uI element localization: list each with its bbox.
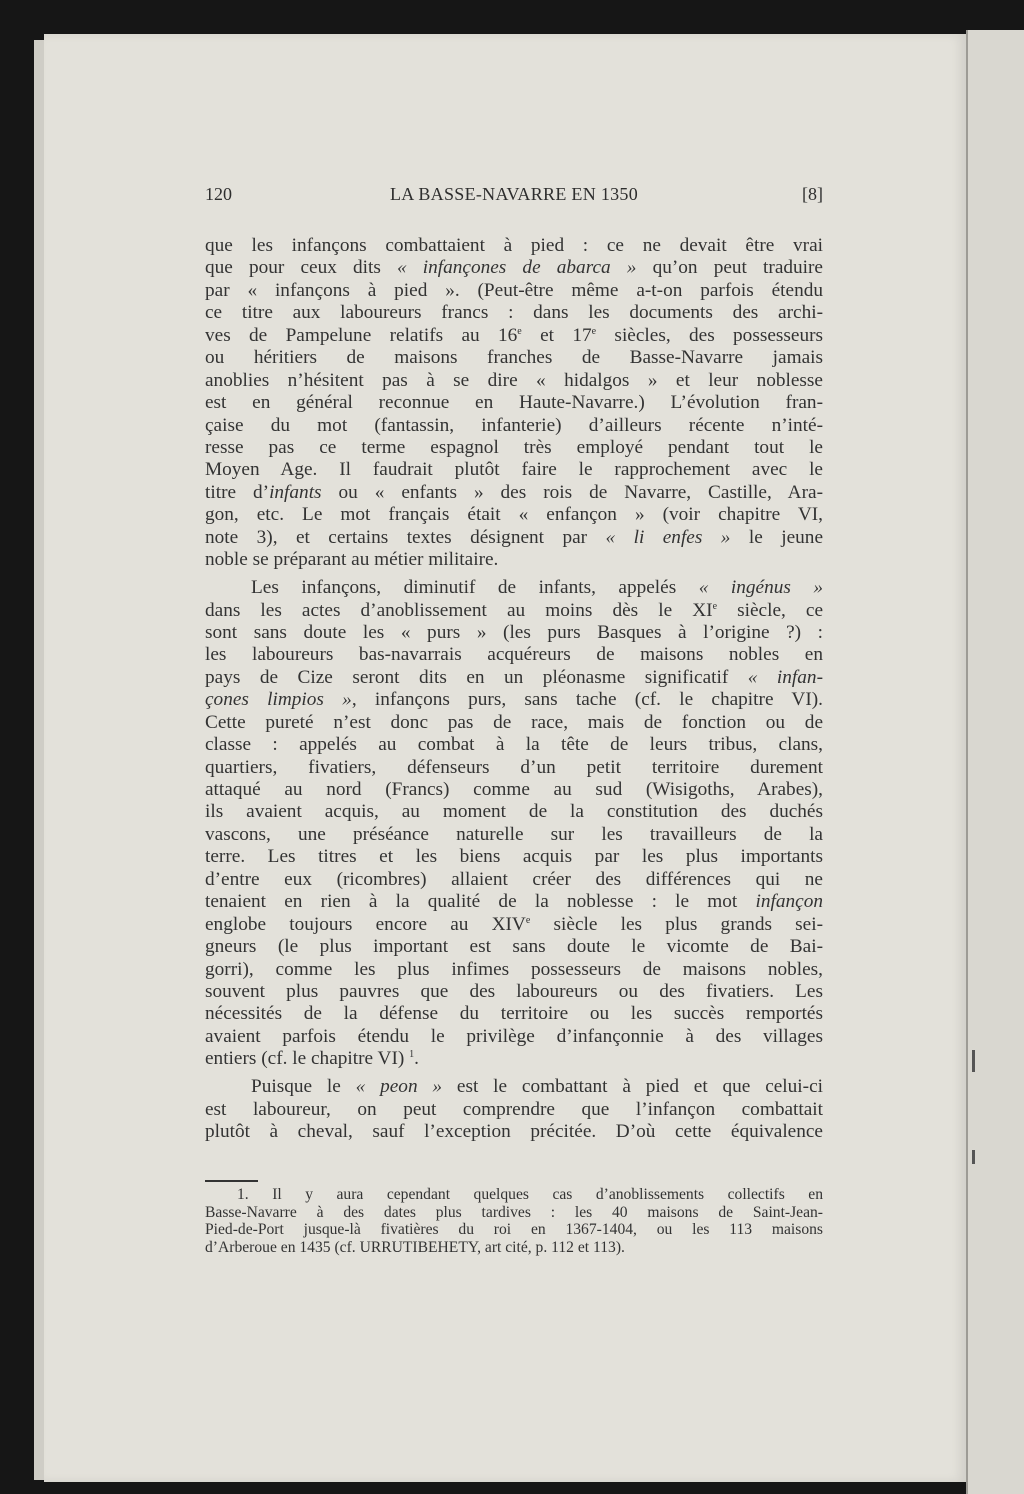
text-run: siècles, des possesseurs xyxy=(596,324,824,346)
running-header xyxy=(205,184,823,208)
italic-text: « infan- xyxy=(747,666,823,688)
facing-page-mark xyxy=(972,1050,975,1072)
text-line xyxy=(205,235,823,257)
italic-text: infants xyxy=(269,481,322,503)
text-run: pays de Cize seront dits en un pléonasme significatif xyxy=(205,666,748,688)
text-line xyxy=(205,459,823,481)
italic-text: infançon xyxy=(755,891,823,913)
text-run: Basse-Navarre à des dates plus tardives : les 40 maisons de Saint-Jean- xyxy=(205,1203,823,1221)
footnote-rule xyxy=(205,1180,258,1182)
text-line xyxy=(205,482,823,504)
text-line xyxy=(205,549,823,571)
text-run: attaqué au nord (Francs) comme au sud (Wisigoths, Arabes), xyxy=(205,779,823,800)
text-run: Pied-de-Port jusque-là fivatières du roi en 1367-1404, ou les 113 maisons xyxy=(205,1221,823,1238)
text-run: est laboureur, on peut comprendre que l’infançon combattait xyxy=(205,1098,823,1120)
text-run: çaise du mot (fantassin, infanterie) d’ailleurs récente n’inté- xyxy=(205,414,823,436)
text-line xyxy=(205,936,823,958)
text-run: dans les actes d’anoblissement au moins dès le XI xyxy=(205,599,713,621)
italic-text: « peon » xyxy=(355,1076,443,1098)
text-run: Cette pureté n’est donc pas de race, mais de fonction ou de xyxy=(205,711,823,733)
text-run: . xyxy=(414,1048,419,1070)
text-line xyxy=(205,415,823,437)
text-line xyxy=(205,1221,823,1239)
paragraph xyxy=(205,577,823,1071)
text-line xyxy=(205,1239,823,1257)
text-line xyxy=(205,824,823,846)
text-run: , infançons purs, sans tache (cf. le chapitre VI). xyxy=(351,689,823,711)
text-line xyxy=(205,846,823,868)
text-line xyxy=(205,981,823,1003)
superscript: e xyxy=(525,914,531,926)
text-line xyxy=(205,757,823,779)
text-line xyxy=(205,504,823,526)
text-run: englobe toujours encore au XIV xyxy=(205,913,526,935)
italic-text: « li enfes » xyxy=(605,526,731,548)
text-run: Puisque le xyxy=(251,1076,356,1098)
text-line xyxy=(205,1121,823,1143)
text-run: qu’on peut traduire xyxy=(636,257,823,279)
text-run: ou « enfants » des rois de Navarre, Castille, Ara- xyxy=(321,481,823,503)
text-run: le jeune xyxy=(730,526,823,548)
text-run: avaient parfois étendu le privilège d’infançonnie à des villages xyxy=(205,1025,823,1047)
text-run: gon, etc. Le mot français était « enfançon » (voir chapitre VI, xyxy=(205,504,823,526)
text-line xyxy=(205,302,823,324)
italic-text: « ingénus » xyxy=(698,577,824,599)
text-run: 1. Il y aura cependant quelques cas d’anoblissements collectifs en xyxy=(237,1186,823,1203)
text-run: plutôt à cheval, sauf l’exception précitée. D’où cette équivalence xyxy=(205,1121,823,1143)
text-line xyxy=(205,1099,823,1121)
paragraph xyxy=(205,235,823,572)
text-run: Moyen Age. Il faudrait plutôt faire le rapprochement avec le xyxy=(205,459,823,481)
text-line xyxy=(205,1076,823,1098)
text-run: terre. Les titres et les biens acquis par les plus importants xyxy=(205,846,823,868)
text-line xyxy=(205,437,823,459)
facing-page-mark xyxy=(972,1150,975,1164)
body-text xyxy=(205,235,823,1149)
text-line xyxy=(205,347,823,369)
text-run: ou héritiers de maisons franches de Basse-Navarre jamais xyxy=(205,347,823,369)
text-line xyxy=(205,280,823,302)
text-run: note 3), et certains textes désignent par xyxy=(205,526,606,548)
text-line xyxy=(205,1048,823,1070)
text-line xyxy=(205,689,823,711)
text-run: d’Arberoue en 1435 (cf. URRUTIBEHETY, art cité, p. 112 et 113). xyxy=(205,1238,625,1256)
paragraph xyxy=(205,1076,823,1143)
text-run: les laboureurs bas-navarrais acquéreurs de maisons nobles en xyxy=(205,644,823,666)
text-line xyxy=(205,801,823,823)
text-run: Les infançons, diminutif de infants, appelés xyxy=(251,577,699,599)
text-run: classe : appelés au combat à la tête de leurs tribus, clans, xyxy=(205,734,823,756)
superscript: 1 xyxy=(409,1049,415,1061)
text-run: ce titre aux laboureurs francs : dans les documents des archi- xyxy=(205,302,823,324)
text-run: d’entre eux (ricombres) allaient créer des différences qui ne xyxy=(205,868,823,890)
text-run: que les infançons combattaient à pied : ce ne devait être vrai xyxy=(205,235,823,256)
text-run: vascons, une préséance naturelle sur les travailleurs de la xyxy=(205,823,823,845)
text-line xyxy=(205,914,823,936)
text-line xyxy=(205,622,823,644)
text-line xyxy=(205,325,823,347)
text-line xyxy=(205,959,823,981)
text-line xyxy=(205,644,823,666)
text-run: gneurs (le plus important est sans doute le vicomte de Bai- xyxy=(205,936,823,958)
text-run: tenaient en rien à la qualité de la noblesse : le mot xyxy=(205,891,756,913)
page-number: 120 xyxy=(205,184,232,204)
text-run: siècle les plus grands sei- xyxy=(530,913,823,935)
text-line xyxy=(205,734,823,756)
text-line xyxy=(205,1186,823,1204)
text-run: noble se préparant au métier militaire. xyxy=(205,549,499,571)
text-run: titre d’ xyxy=(205,481,270,503)
text-line xyxy=(205,779,823,801)
facing-page-edge xyxy=(966,30,1024,1494)
folio-number: [8] xyxy=(802,184,823,204)
text-run: par « infançons à pied ». (Peut-être même a-t-on parfois étendu xyxy=(205,279,823,301)
text-line xyxy=(205,1003,823,1025)
text-line xyxy=(205,600,823,622)
text-run: nécessités de la défense du territoire ou les succès remportés xyxy=(205,1003,823,1025)
text-run: que pour ceux dits xyxy=(205,257,397,279)
text-line xyxy=(205,392,823,414)
text-run: gorri), comme les plus infimes possesseurs de maisons nobles, xyxy=(205,958,823,980)
text-run: ves de Pampelune relatifs au 16 xyxy=(205,324,518,346)
footnote xyxy=(205,1186,823,1256)
text-run: quartiers, fivatiers, défenseurs d’un petit territoire durement xyxy=(205,756,823,778)
text-run: souvent plus pauvres que des laboureurs ou des fivatiers. Les xyxy=(205,980,823,1002)
text-run: est le combattant à pied et que celui-ci xyxy=(442,1076,823,1098)
text-run: est en général reconnue en Haute-Navarre.) L’évolution fran- xyxy=(205,392,823,414)
text-run: resse pas ce terme espagnol très employé pendant tout le xyxy=(205,436,823,458)
text-line xyxy=(205,869,823,891)
text-line xyxy=(205,712,823,734)
superscript: e xyxy=(517,325,522,337)
text-line xyxy=(205,667,823,689)
superscript: e xyxy=(712,600,718,612)
text-run: et 17 xyxy=(521,324,592,346)
text-line xyxy=(205,370,823,392)
italic-text: çones limpios » xyxy=(205,689,352,711)
text-run: ils avaient acquis, au moment de la constitution des duchés xyxy=(205,801,823,823)
text-line xyxy=(205,577,823,599)
text-line xyxy=(205,1026,823,1048)
running-title: LA BASSE-NAVARRE EN 1350 xyxy=(389,184,639,204)
superscript: e xyxy=(591,325,597,337)
text-run: anoblies n’hésitent pas à se dire « hidalgos » et leur noblesse xyxy=(205,369,823,391)
text-line xyxy=(205,891,823,913)
text-line xyxy=(205,527,823,549)
text-line xyxy=(205,257,823,279)
text-run: siècle, ce xyxy=(717,599,824,621)
text-run: entiers (cf. le chapitre VI) xyxy=(205,1048,410,1070)
italic-text: « infançones de abarca » xyxy=(396,257,637,279)
text-line xyxy=(205,1204,823,1222)
text-run: sont sans doute les « purs » (les purs Basques à l’origine ?) : xyxy=(205,621,823,643)
page-edge xyxy=(34,40,44,1480)
